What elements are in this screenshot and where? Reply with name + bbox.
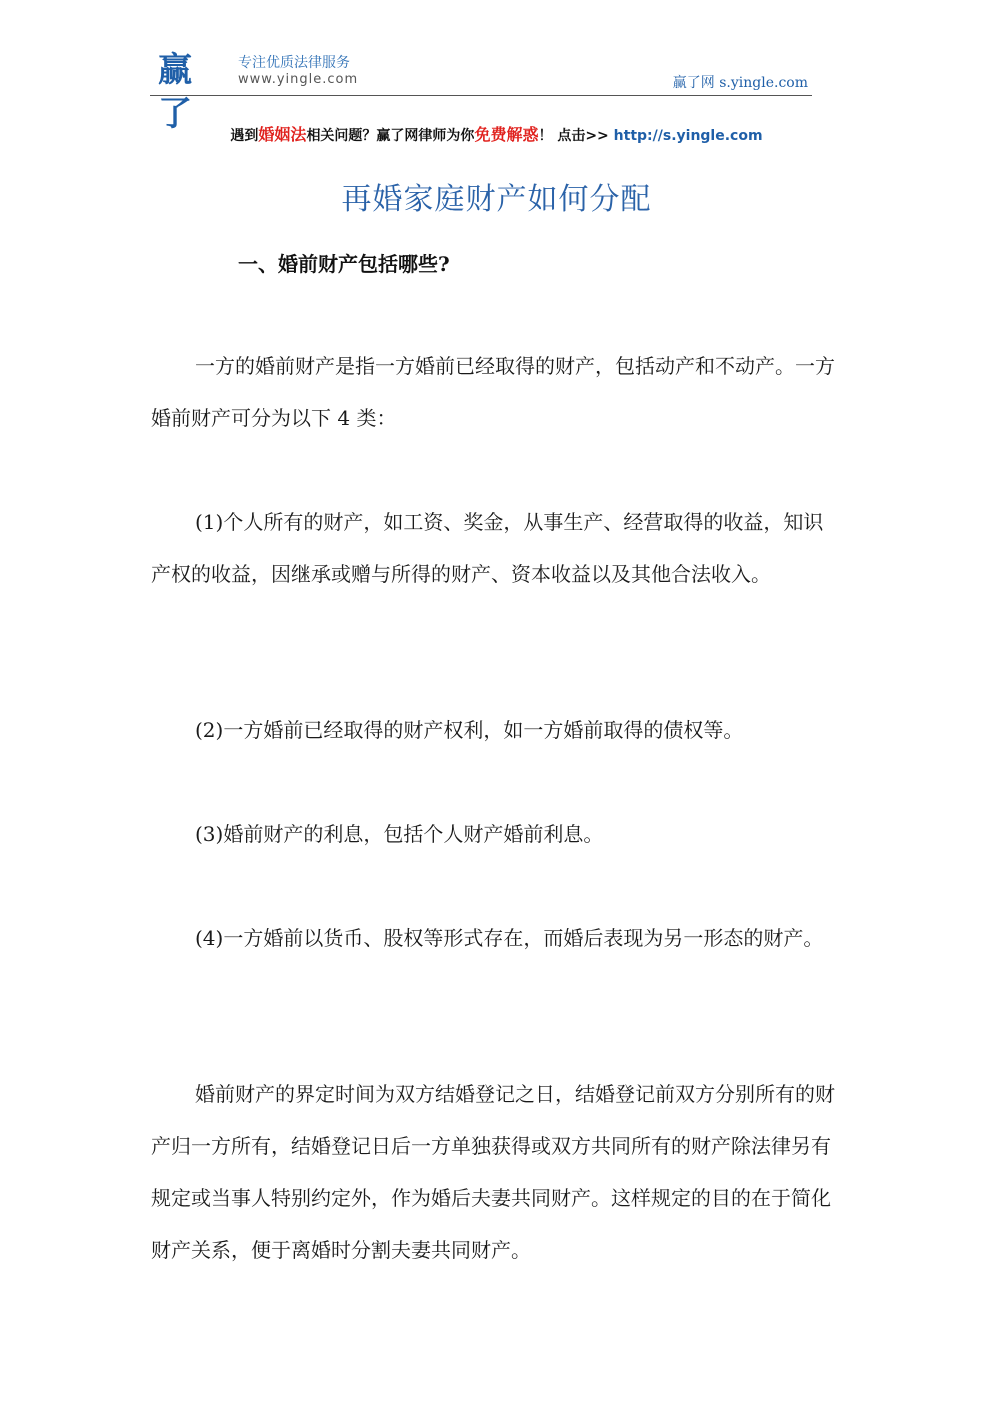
paragraph-definition: [151, 1068, 841, 1276]
paragraph-text: (3)婚前财产的利息，包括个人财产婚前利息。: [195, 822, 604, 846]
promo-text-1: 遇到: [230, 128, 259, 144]
promo-link[interactable]: http://s.yingle.com: [613, 128, 763, 144]
paragraph-item-3: [151, 808, 841, 860]
paragraph-text: 婚前财产的界定时间为双方结婚登记之日，结婚登记前双方分别所有的财产归一方所有，结婚登记日后一方单独获得或双方共同所有的财产除法律另有规定或当事人特别约定外，作为婚后夫妻共同财产。这样规定的目的在于简化财产关系，便于离婚时分割夫妻共同财产。: [151, 1082, 835, 1262]
logo-text: 赢了: [158, 50, 193, 134]
header-divider: [150, 95, 812, 96]
promo-text-3: ！ 点击>>: [538, 128, 614, 144]
paragraph-item-1: [151, 496, 841, 600]
logo-url: www.yingle.com: [238, 72, 359, 87]
paragraph-text: (4)一方婚前以货币、股权等形式存在，而婚后表现为另一形态的财产。: [195, 926, 824, 950]
promo-text-2: 相关问题？赢了网律师为你: [306, 128, 475, 144]
site-label[interactable]: 赢了网 s.yingle.com: [672, 75, 808, 91]
paragraph-text: (1)个人所有的财产，如工资、奖金，从事生产、经营取得的收益，知识产权的收益，因继承或赠与所得的财产、资本收益以及其他合法收入。: [151, 510, 824, 586]
paragraph-item-2: [151, 704, 841, 756]
page-title: 再婚家庭财产如何分配: [341, 182, 652, 217]
section-heading: 一、婚前财产包括哪些?: [238, 252, 450, 276]
promo-banner: [0, 122, 993, 145]
paragraph-text: 一方的婚前财产是指一方婚前已经取得的财产，包括动产和不动产。一方婚前财产可分为以下 4 类：: [151, 354, 835, 430]
promo-highlight-marriage-law: 婚姻法: [258, 125, 307, 144]
promo-highlight-free: 免费解惑: [474, 125, 539, 144]
paragraph-item-4: [151, 912, 841, 964]
page-header: [150, 46, 812, 134]
paragraph-intro: [151, 340, 841, 444]
paragraph-text: (2)一方婚前已经取得的财产权利，如一方婚前取得的债权等。: [195, 718, 744, 742]
logo-slogan: 专注优质法律服务: [238, 55, 350, 71]
